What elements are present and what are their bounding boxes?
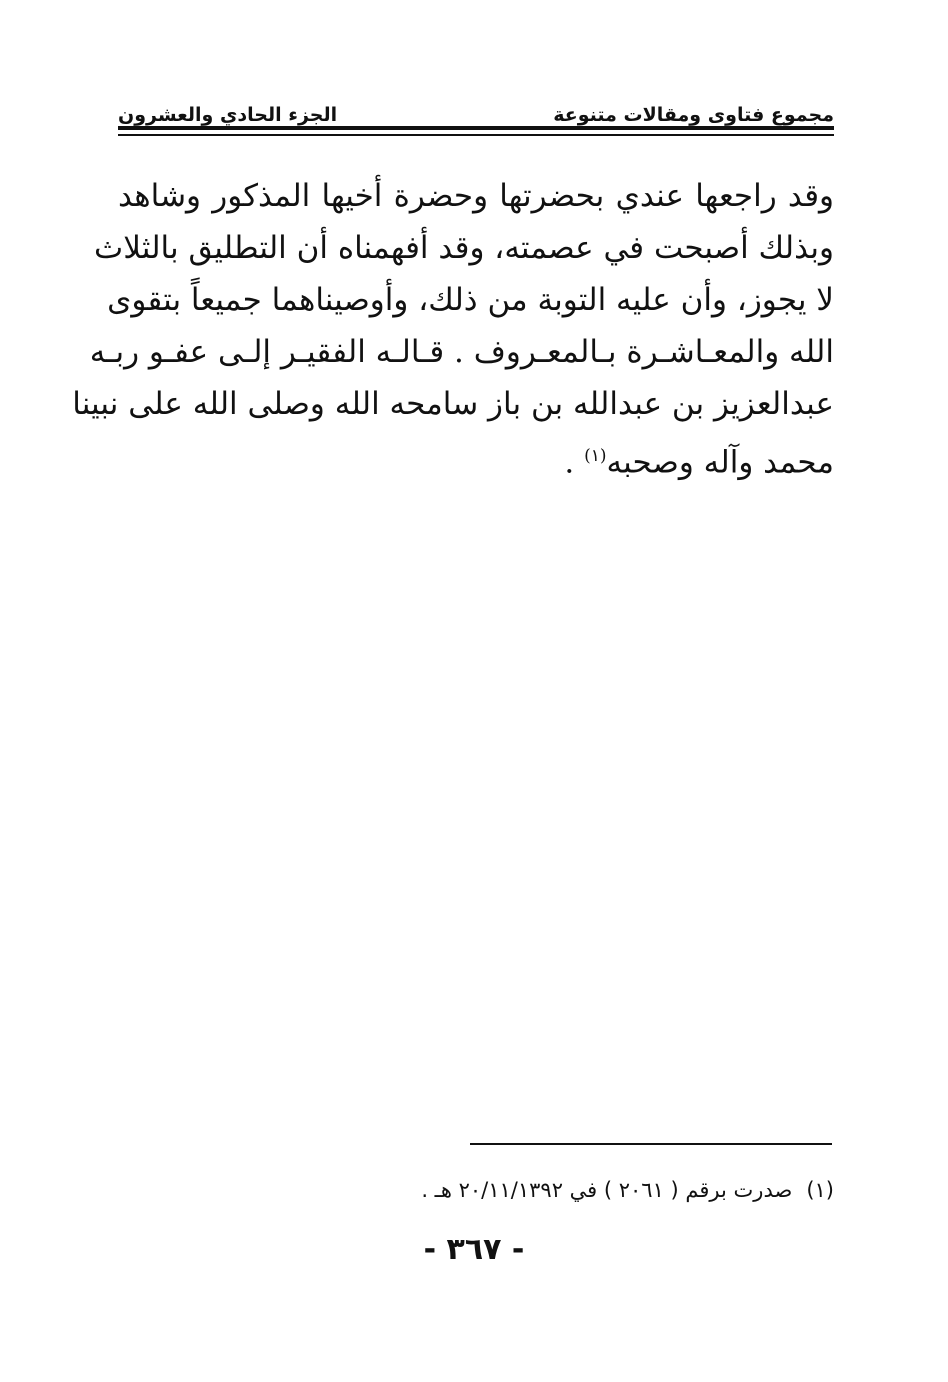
text-line-1: وقد راجعها عندي بحضرتها وحضرة أخيها المذكور وشاهد [118,178,834,214]
footnote-number: (١) [806,1178,834,1202]
volume-label: الجزء الحادي والعشرون [118,104,338,126]
main-text [72,170,834,482]
footnote-reference: (١) [584,446,607,466]
text-line-3: لا يجوز، وأن عليه التوبة من ذلك، وأوصيناهما جميعاً بتقوى [107,282,834,318]
book-title: مجموع فتاوى ومقالات متنوعة [553,104,834,126]
text-line-5: عبدالعزيز بن عبدالله بن باز سامحه الله وصلى الله على نبينا [72,386,834,422]
text-line-6-content: محمد وآله وصحبه [606,444,834,481]
footnote-text: صدرت برقم ( ٢٠٦١ ) في ٢٠/١١/١٣٩٢ هـ . [421,1178,793,1202]
final-period: . [564,444,585,481]
page-number: - ٣٦٧ - [423,1232,525,1267]
text-line-2: وبذلك أصبحت في عصمته، وقد أفهمناه أن التطليق بالثلاث [94,230,834,266]
footnote [300,1178,834,1202]
header-rule-thick [118,126,834,130]
footnote-separator [470,1143,832,1145]
running-header [118,92,834,126]
text-line-6 [118,430,834,482]
header-rule-thin [118,134,834,136]
text-line-4: الله والمعـاشـرة بـالمعـروف . قـالـه الفقيـر إلـى عفـو ربـه [89,334,834,370]
